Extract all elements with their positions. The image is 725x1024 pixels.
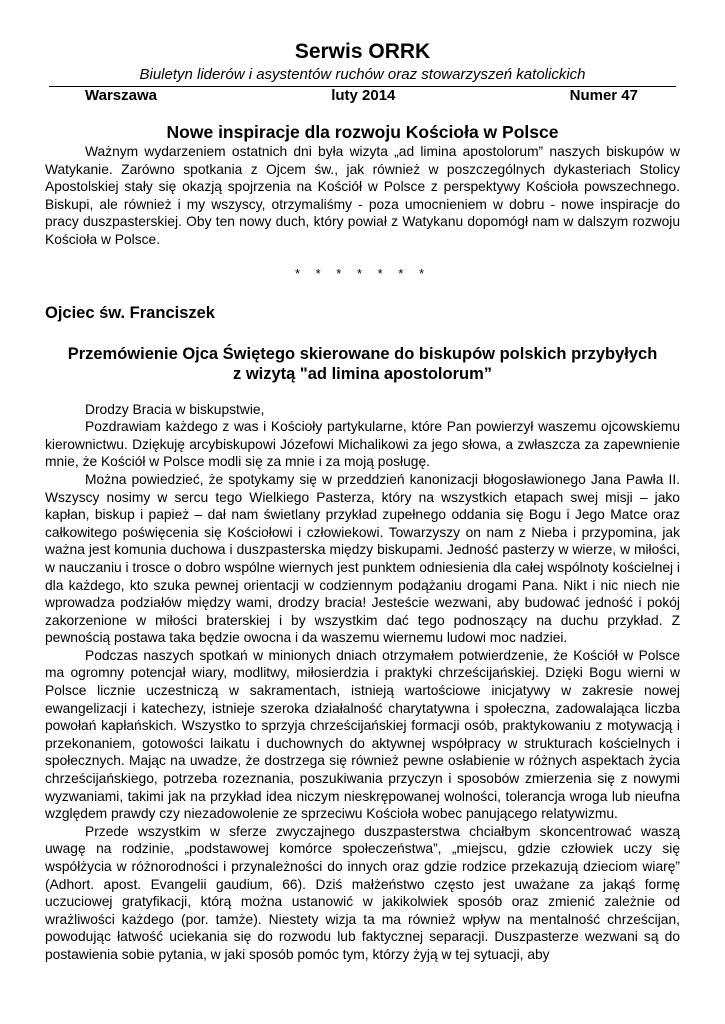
article-headline: Nowe inspiracje dla rozwoju Kościoła w Polsce xyxy=(166,122,559,142)
issue-info xyxy=(45,87,680,105)
speech-greeting: Drodzy Bracia w biskupstwie, xyxy=(85,401,265,417)
speech-title-line-2: z wizytą "ad limina apostolorum” xyxy=(232,364,493,383)
newsletter-title: Serwis ORRK xyxy=(294,40,431,63)
article-paragraph: Ważnym wydarzeniem ostatnich dni była wizyta „ad limina apostolorum” naszych biskupów w Watykanie. Zarówno spotkania z Ojcem św., jak również w poszczególnych dykasteriach Stolicy Apostolskiej stały się okazją spojrzenia na Kościół w Polsce z perspektywy Kościoła powszechnego. Biskupi, ale również i my wszyscy, otrzymaliśmy - poza umocnieniem w dobru - nowe inspiracje do pracy duszpasterskiej. Oby ten nowy duch, który powiał z Watykanu dopomógł nam w dalszym rozwoju Kościoła w Polsce. xyxy=(45,144,680,247)
issue-city: Warszawa xyxy=(85,87,157,104)
speech-paragraph: Przede wszystkim w sferze zwyczajnego duszpasterstwa chciałbym skoncentrować waszą uwagę na rodzinie, „podstawowej komórce społeczeństwa”, „miejscu, gdzie człowiek uczy się współżycia w różnorodności i przynależności do innych oraz gdzie rodzice przekazują dzieciom wiarę” (Adhort. apost. Evangelii gaudium, 66). Dziś małżeństwo często jest uważane za jakąś formę uczuciowej gratyfikacji, którą można ustanowić w jakikolwiek sposób oraz zmienić zależnie od wrażliwości każdego (por. tamże). Niestety wizja ta ma również wpływ na mentalność chrześcijan, powodując łatwość uciekania się do rozwodu lub faktycznej separacji. Duszpasterze wezwani są do postawienia sobie pytania, w jaki sposób pomóc tym, którzy żyją w tej sytuacji, aby xyxy=(45,823,680,962)
section-separator: * * * * * * * xyxy=(294,265,431,281)
spacer xyxy=(45,384,680,401)
issue-date: luty 2014 xyxy=(331,87,396,104)
speech-paragraph: Podczas naszych spotkań w minionych dniach otrzymałem potwierdzenie, że Kościół w Polsce ma ogromny potencjał wiary, modlitwy, miłosierdzia i praktyki chrześcijańskiej. Dzięki Bogu wierni w Polsce licznie uczestniczą w sakramentach, istnieją wartościowe inicjatywy w zakresie nowej ewangelizacji i katechezy, istnieje szeroka działalność charytatywna i społeczna, zadowalająca liczba powołań kapłańskich. Wszystko to sprzyja chrześcijańskiej formacji osób, praktykowaniu z motywacją i przekonaniem, gotowości laikatu i duchownych do aktywnej współpracy w strukturach kościelnych i społecznych. Mając na uwadze, że dostrzega się również pewne osłabienie w różnych aspektach życia chrześcijańskiego, potrzeba rozeznania, poszukiwania przyczyn i sposobów zmierzenia się z nowymi wyzwaniami, takimi jak na przykład idea niczym nieskrępowanej wolności, tolerancja wroga lub nieufna względem prawdy czy niezadowolenie ze sprzeciwu Kościoła wobec panującego relatywizmu. xyxy=(45,647,680,822)
speech-title-line-1: Przemówienie Ojca Świętego skierowane do biskupów polskich przybyłych xyxy=(67,344,658,363)
speech-paragraph: Pozdrawiam każdego z was i Kościoły partykularne, które Pan powierzył waszemu ojcowskiemu kierownictwu. Dziękuję arcybiskupowi Józefowi Michalikowi za jego słowa, a zwłaszcza za zapewnienie mnie, że Kościół w Polsce modli się za mnie i za moją posługę. xyxy=(45,419,680,470)
speech-paragraph: Można powiedzieć, że spotykamy się w przeddzień kanonizacji błogosławionego Jana Pawła II. Wszyscy nosimy w sercu tego Wielkiego Pasterza, który na wszystkich etapach swej misji – jako kapłan, biskup i papież – dał nam świetlany przykład zupełnego oddania się Bogu i Jego Matce oraz całkowitego poświęcenia się Kościołowi i człowiekowi. Towarzyszy on nam z Nieba i przypomina, jak ważna jest komunia duchowa i duszpasterska między biskupami. Jedność pasterzy w wierze, w miłości, w nauczaniu i trosce o dobro wspólne wiernych jest punktem odniesienia dla całej wspólnoty kościelnej i dla każdego, kto szuka pewnej orientacji w codziennym podążaniu drogami Pana. Nikt i nic niech nie wprowadza podziałów między wami, drodzy bracia! Jesteście wezwani, aby budować jedność i pokój zakorzenione w miłości braterskiej i by wszystkim dać tego podnoszący na duchu przykład. Z pewnością postawa taka będzie owocna i da waszemu wiernemu ludowi moc nadziei. xyxy=(45,471,681,646)
issue-number: Numer 47 xyxy=(569,87,638,104)
newsletter-subtitle: Biuletyn liderów i asystentów ruchów oraz stowarzyszeń katolickich xyxy=(139,66,586,83)
speech-title xyxy=(57,344,668,384)
section-heading: Ojciec św. Franciszek xyxy=(45,303,215,322)
